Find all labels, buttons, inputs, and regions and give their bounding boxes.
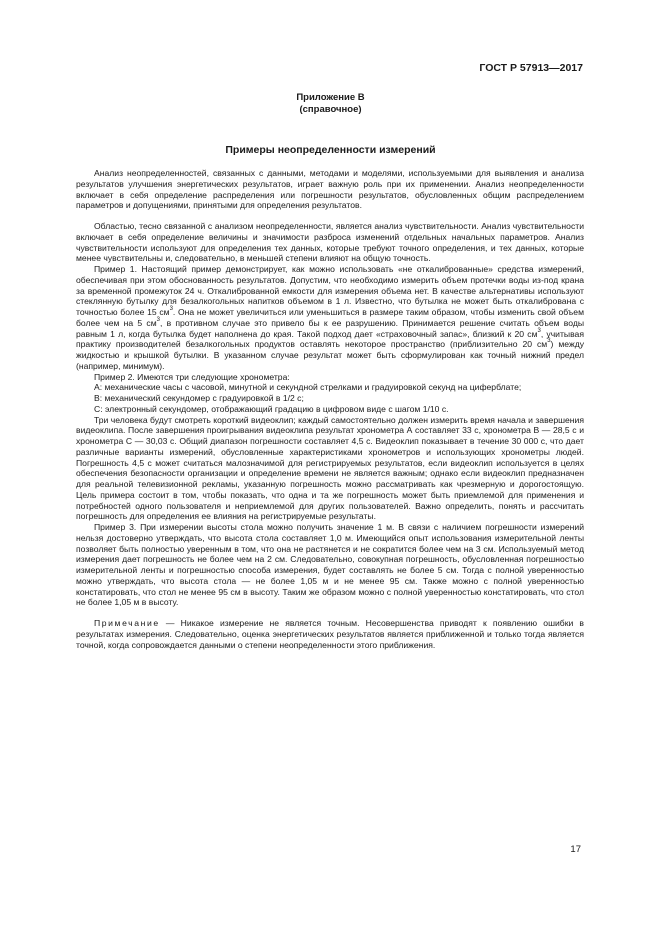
- example-1-part-e: ) между жидкостью и крышкой бутылки. В указанном случае результат может быть сформулирован как точный нижний предел (например, минимум).: [76, 339, 585, 371]
- note-text: — Никакое измерение не является точным. Несовершенства приводят к появлению ошибки в результатах измерения. Следовательно, оценка энергетических результатов является приближенной и только тогда является точной, когда сопровождается данными о степени неопределенности этого приближения.: [76, 618, 584, 650]
- paragraph-videoclip: Три человека будут смотреть короткий видеоклип; каждый самостоятельно должен измерить время начала и завершения видеоклипа. После завершения проигрывания видеоклипа результат хронометра А составляет 33 с, хронометра В — 28,5 с и хронометра С — 30,03 с. Общий диапазон погрешности составляет 4,5 с. Видеоклип показывает в течение 30 000 с, что дает различные варианты измерений, обусловленные характеристиками хронометров и использующих хронометры людей. Погрешность 4,5 с может считаться малозначимой для регистрируемых результатов, если видеоклип используется в целях обеспечения безопасности организации и определение времени не является важным; однако если видеоклип предназначен для реальной телевизионной рекламы, указанную погрешность можно рассматривать как чрезмерную и дорогостоящую. Цель примера состоит в том, чтобы показать, что одна и та же погрешность может быть приемлемой для применения и потребностей одного пользователя и неприемлемой для других пользователей. Важно определить, понять и рассчитать погрешность для определения ее влияния на регистрируемые результаты.: [76, 414, 584, 522]
- section-title: Примеры неопределенности измерений: [225, 144, 436, 156]
- superscript-3: 3: [169, 306, 173, 313]
- example-1-part-a: Пример 1. Настоящий пример демонстрирует, как можно использовать «не откалиброванные» средства измерений, обеспечивая при этом обоснованность результатов. Допустим, что необходимо измерить объем протечки воды из-под крана за временной промежуток 24 ч. Откалиброванной емкости для измерения объема нет. В качестве альтернативы используют стеклянную бутылку для безалкогольных напитков объемом в 1 л. Известно, что бутылка не может быть откалибрована с точностью более 15 см: [76, 264, 584, 317]
- superscript-3: 3: [537, 327, 541, 334]
- superscript-3: 3: [156, 316, 160, 323]
- example-1-part-b: . Она не может увеличиться или уменьшиться в размере таким образом, чтобы изменить свой объем более чем на 5 см: [76, 307, 584, 328]
- annex-subtitle: (справочное): [299, 104, 362, 115]
- example-1-part-c: , в противном случае это привело бы к ее разрушению. Принимается решение считать объем воды равным 1 л, когда бутылка будет наполнена до края. Такой подход дает «страховочный запас», близкий к 20 см: [76, 317, 585, 339]
- document-header: ГОСТ Р 57913—2017: [479, 62, 583, 74]
- document-body: [76, 168, 584, 650]
- annex-heading: [0, 92, 661, 116]
- paragraph-example-1: [76, 264, 584, 372]
- paragraph-example-3: Пример 3. При измерении высоты стола можно получить значение 1 м. В связи с наличием погрешности измерений нельзя достоверно утверждать, что высота стола составляет 1,0 м. Имеющийся опыт использования измерительной ленты позволяет быть полностью уверенным в том, что она не растянется и не сократится более чем на 3 см. Используемый метод измерения дает погрешность не более чем на 2 см. Следовательно, совокупная погрешность, обусловленная погрешностью измерительной ленты и погрешностью способа измерения, будет составлять не более 5 см. Тогда с полной уверенностью можно утверждать, что высота стола — не более 1,05 м и не менее 95 см. Также можно с полной уверенностью констатировать, что стол не менее 95 см в высоту. Таким же образом можно с полной уверенностью констатировать, что стол не более 1,05 м в высоту.: [76, 522, 584, 608]
- paragraph-sensitivity-analysis: Областью, тесно связанной с анализом неопределенности, является анализ чувствительности. Анализ чувствительности включает в себя определение величины и значимости разброса изменений отдельных начальных параметров. Анализ чувствительности используют для определения тех данных, которые требуют точного определения, и тех данных, которые менее чувствительны и, следовательно, в меньшей степени влияют на общую точность.: [76, 221, 584, 264]
- list-item-chronometer-c: С: электронный секундомер, отображающий градацию в цифровом виде с шагом 1/10 с.: [94, 403, 449, 414]
- paragraph-example-2: Пример 2. Имеются три следующие хронометра:: [94, 371, 290, 382]
- list-item-chronometer-b: В: механический секундомер с градуировкой в 1/2 с;: [94, 393, 304, 403]
- note-label: Примечание: [94, 618, 160, 628]
- list-item-chronometer-a: А: механические часы с часовой, минутной и секундной стрелками и градуировкой секунд на циферблате;: [94, 382, 522, 393]
- note-paragraph: [76, 618, 584, 650]
- example-1-part-d: , учитывая практику производителей безалкогольных продуктов оставлять некоторое пространство (приблизительно 20 см: [76, 328, 584, 350]
- paragraph-uncertainty-analysis: Анализ неопределенностей, связанных с данными, методами и моделями, используемыми для выявления и анализа результатов улучшения энергетических результатов, играет важную роль при их применении. Анализ неопределенности включает в себя определение распределения или погрешности результатов, обусловленных общим распределением параметров и допущениями, принятыми для определения результатов.: [76, 168, 584, 211]
- annex-title: Приложение В: [296, 92, 365, 103]
- page-number: 17: [570, 844, 581, 855]
- superscript-3: 3: [547, 338, 551, 345]
